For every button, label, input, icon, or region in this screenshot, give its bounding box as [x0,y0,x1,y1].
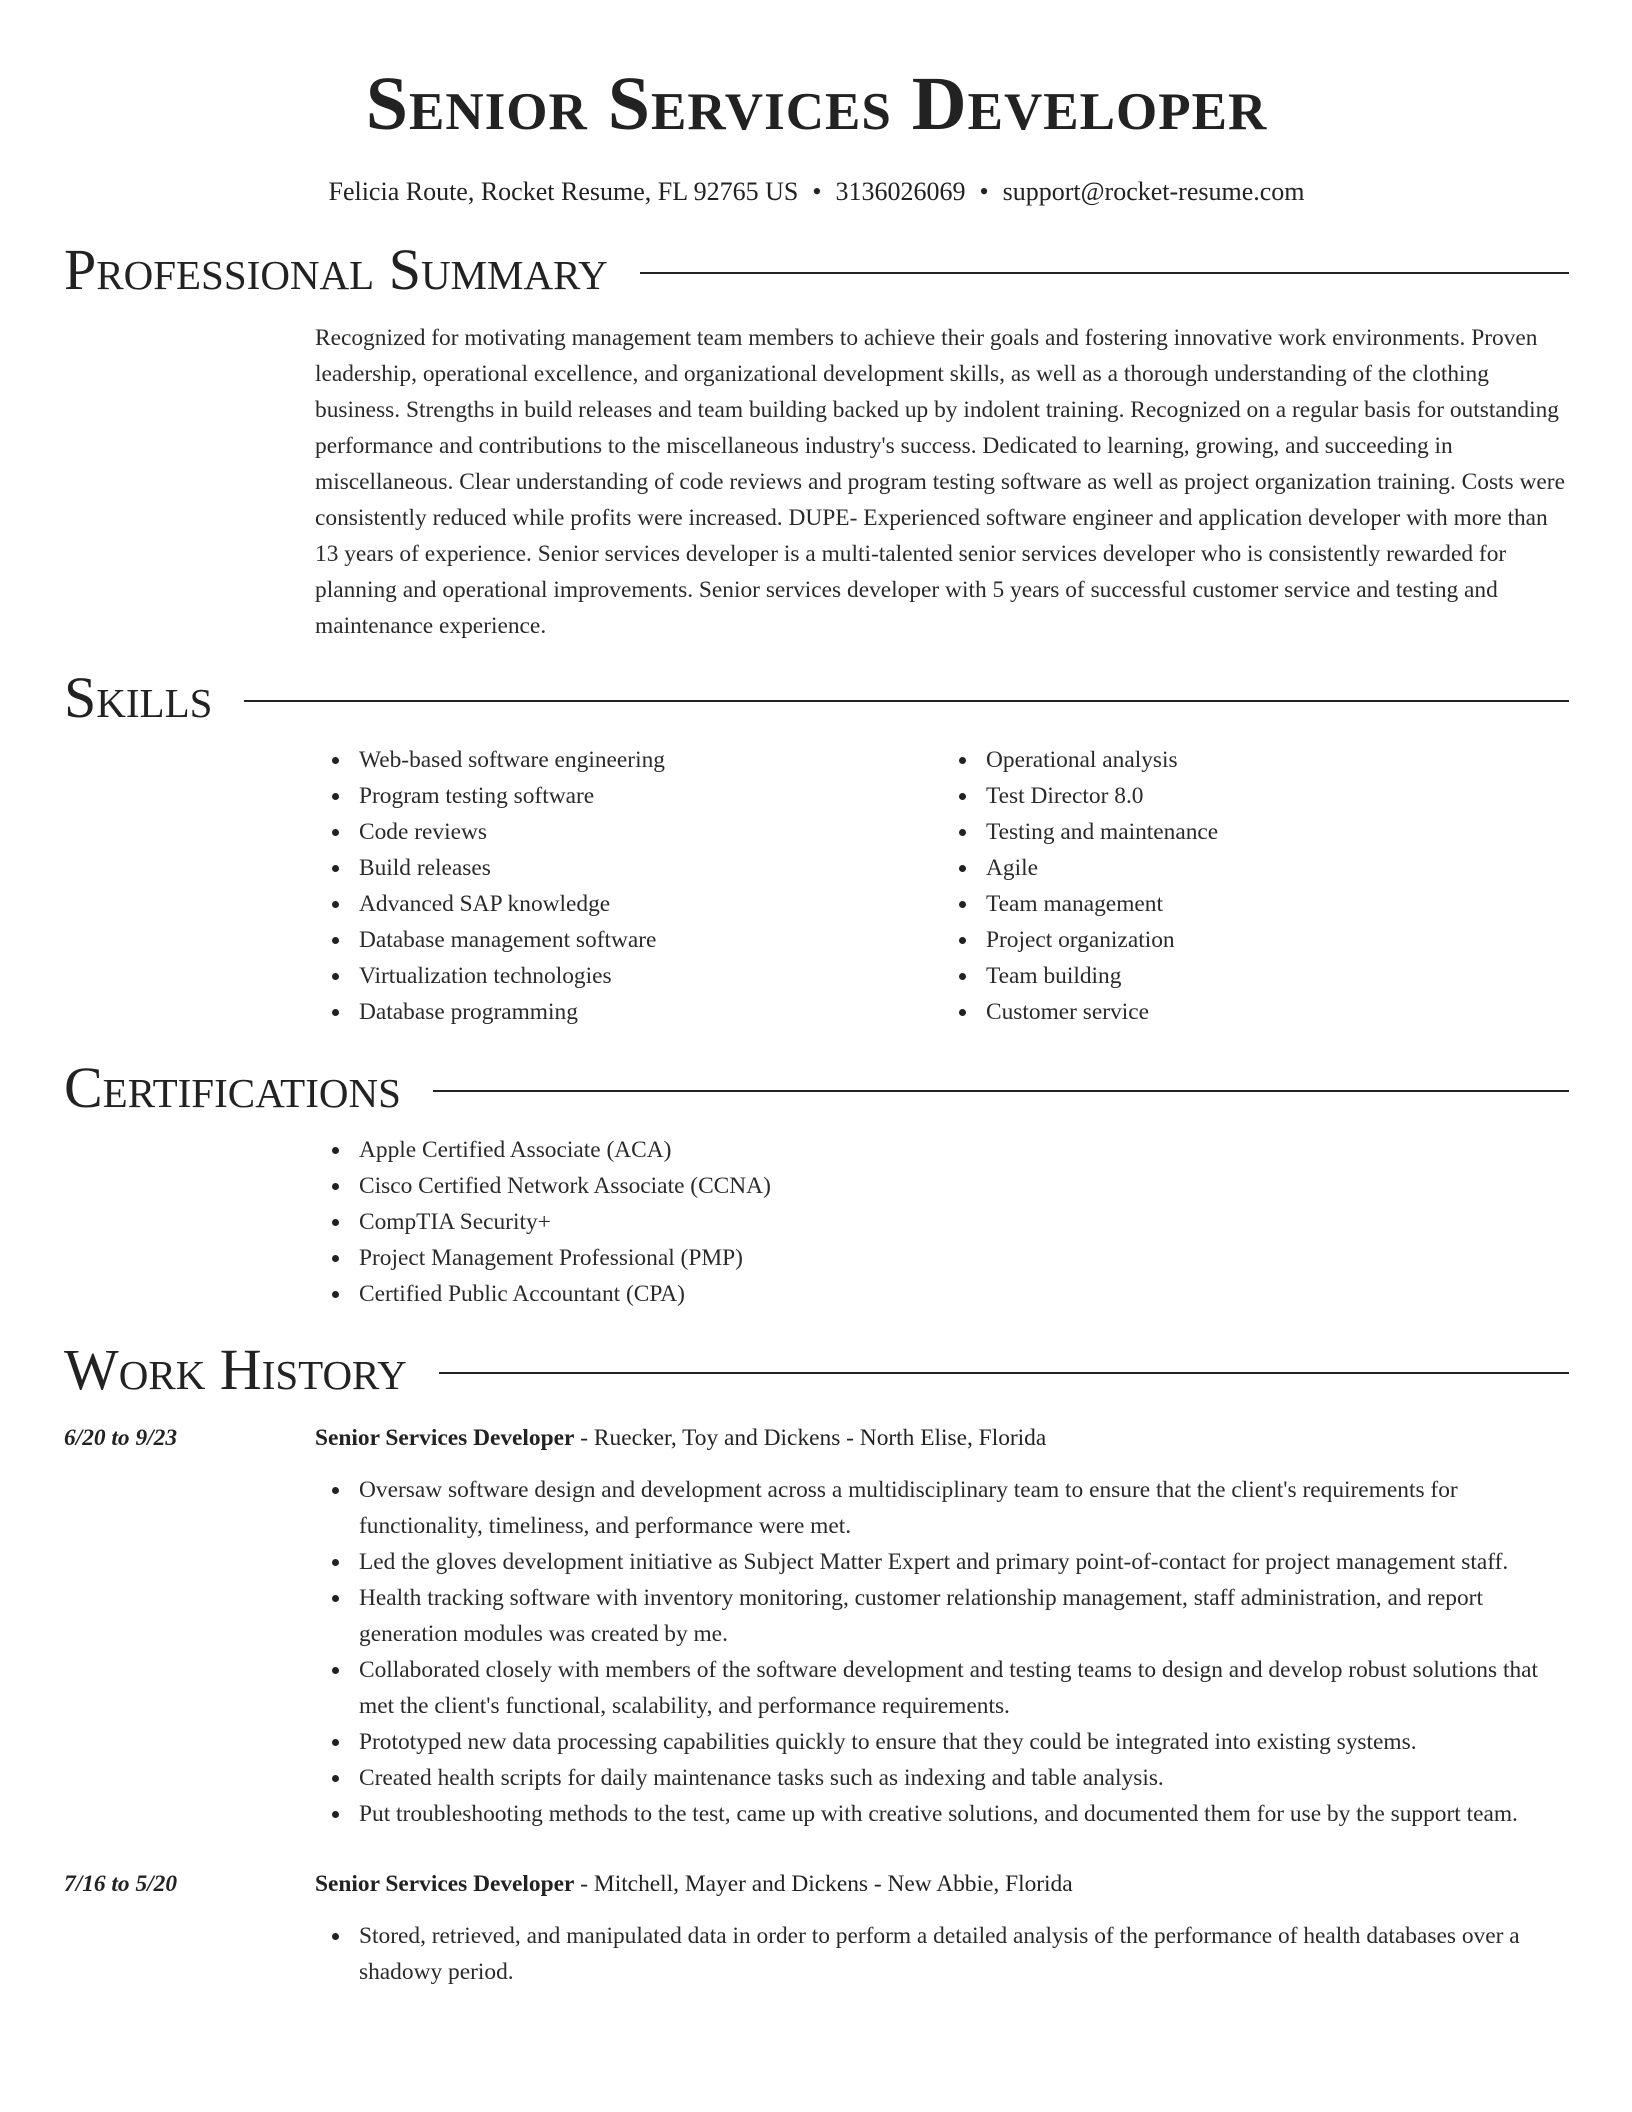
contact-separator: • [812,177,822,206]
contact-address: Felicia Route, Rocket Resume, FL 92765 US [328,177,799,206]
skill-item: Code reviews [315,814,942,850]
job-duty: Collaborated closely with members of the software development and testing teams to design and develop robust solutions that met the client's functional, scalability, and performance requirements. [315,1652,1569,1724]
certifications-section-heading [64,1056,1569,1120]
certification-item: Certified Public Accountant (CPA) [315,1276,1569,1312]
contact-phone: 3136026069 [835,177,966,206]
certifications-list [315,1132,1569,1312]
job-title: Senior Services Developer [315,1425,575,1451]
skill-item: Virtualization technologies [315,958,942,994]
summary-section-heading [64,238,1569,302]
skill-item: Project organization [942,922,1569,958]
job-title: Senior Services Developer [315,1871,575,1897]
job-duty: Prototyped new data processing capabilities quickly to ensure that they could be integrated into existing systems. [315,1724,1569,1760]
skill-item: Database programming [315,994,942,1030]
certifications-heading-text: Certifications [64,1055,401,1120]
skill-item: Test Director 8.0 [942,778,1569,814]
certification-item: Project Management Professional (PMP) [315,1240,1569,1276]
job-dates: 7/16 to 5/20 [64,1871,178,1897]
job-header [64,1422,1569,1454]
skill-item: Build releases [315,850,942,886]
job-title-line [315,1422,1046,1454]
section-divider [244,700,1569,702]
job-duty: Health tracking software with inventory monitoring, customer relationship management, staff administration, and report generation modules was created by me. [315,1580,1569,1652]
certification-item: Apple Certified Associate (ACA) [315,1132,1569,1168]
skill-item: Agile [942,850,1569,886]
section-divider [433,1090,1569,1092]
job-entry [64,1422,1569,1832]
skill-item: Advanced SAP knowledge [315,886,942,922]
work-history-section-heading [64,1338,1569,1402]
skills-columns [315,742,1569,1030]
job-duty: Put troubleshooting methods to the test, came up with creative solutions, and documented them for use by the support team. [315,1796,1569,1832]
job-duty: Created health scripts for daily maintenance tasks such as indexing and table analysis. [315,1760,1569,1796]
work-history-heading-text: Work History [64,1337,407,1402]
skill-item: Program testing software [315,778,942,814]
skills-list-right [942,742,1569,1030]
job-entry [64,1868,1569,1990]
skills-list-left [315,742,942,1030]
resume-title: Senior Services Developer [365,62,1268,146]
certification-item: Cisco Certified Network Associate (CCNA) [315,1168,1569,1204]
job-duties-list [315,1472,1569,1832]
skill-item: Database management software [315,922,942,958]
skills-section-heading [64,666,1569,730]
section-divider [439,1372,1569,1374]
section-divider [640,272,1569,274]
job-employer: - Ruecker, Toy and Dickens - North Elise, Florida [574,1425,1047,1451]
job-employer: - Mitchell, Mayer and Dickens - New Abbie, Florida [574,1871,1073,1897]
contact-email: support@rocket-resume.com [1002,177,1305,206]
job-header [64,1868,1569,1900]
job-duty: Led the gloves development initiative as Subject Matter Expert and primary point-of-contact for project management staff. [315,1544,1569,1580]
summary-heading-text: Professional Summary [64,237,608,302]
job-title-line [315,1868,1073,1900]
skill-item: Operational analysis [942,742,1569,778]
contact-separator: • [979,177,989,206]
job-duty: Stored, retrieved, and manipulated data in order to perform a detailed analysis of the performance of health databases over a shadowy period. [315,1918,1569,1990]
skill-item: Testing and maintenance [942,814,1569,850]
job-duties-list [315,1918,1569,1990]
skill-item: Customer service [942,994,1569,1030]
skill-item: Team building [942,958,1569,994]
skill-item: Team management [942,886,1569,922]
contact-line [64,176,1569,208]
job-dates: 6/20 to 9/23 [64,1425,178,1451]
summary-paragraph: Recognized for motivating management team members to achieve their goals and fostering innovative work environments. Proven leadership, operational excellence, and organizational development skills, as well as a thorough understanding of the clothing business. Strengths in build releases and team building backed up by indolent training. Recognized on a regular basis for outstanding performance and contributions to the miscellaneous industry's success. Dedicated to learning, growing, and succeeding in miscellaneous. Clear understanding of code reviews and program testing software as well as project organization training. Costs were consistently reduced while profits were increased. DUPE- Experienced software engineer and application developer with more than 13 years of experience. Senior services developer is a multi-talented senior services developer who is consistently rewarded for planning and operational improvements. Senior services developer with 5 years of successful customer service and testing and maintenance experience. [315,325,1565,639]
certification-item: CompTIA Security+ [315,1204,1569,1240]
skill-item: Web-based software engineering [315,742,942,778]
job-duty: Oversaw software design and development across a multidisciplinary team to ensure that the client's requirements for functionality, timeliness, and performance were met. [315,1472,1569,1544]
skills-heading-text: Skills [64,665,213,730]
